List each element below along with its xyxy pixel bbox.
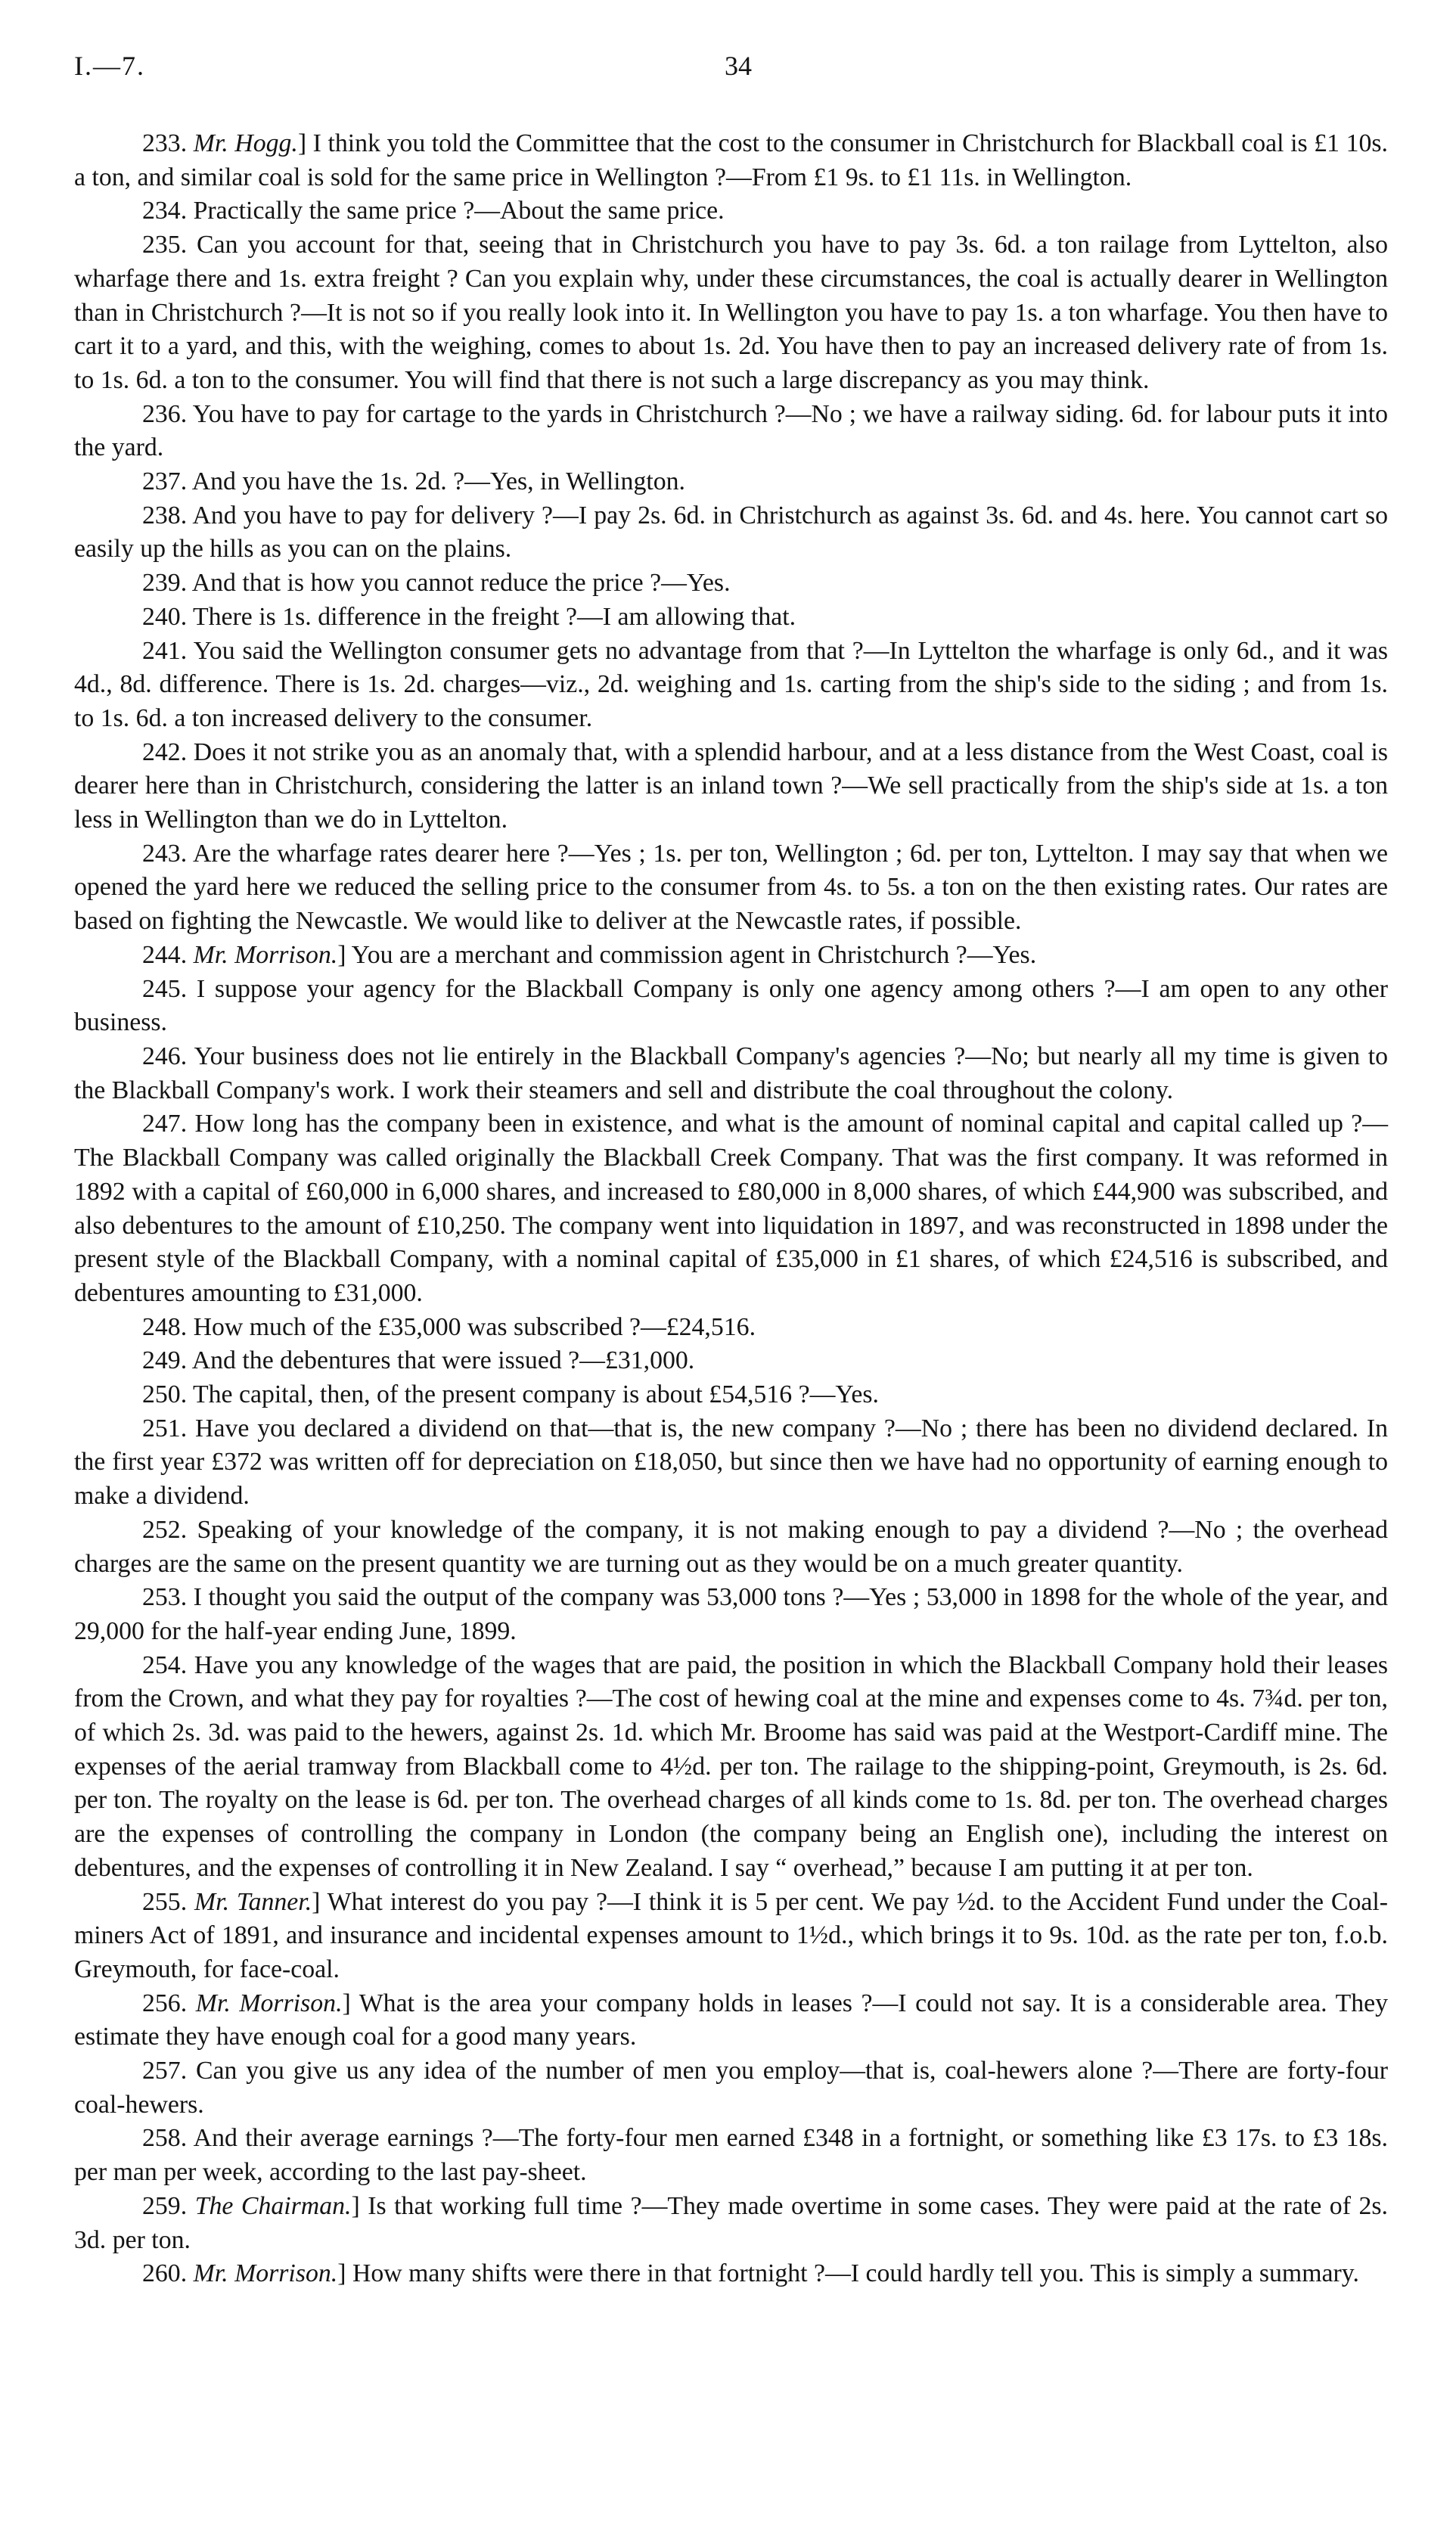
evidence-paragraph: 259. The Chairman.] Is that working full time ?—They made overtime in some cases. They were paid at the rate of 2s. 3d. per ton.: [74, 2191, 1388, 2254]
evidence-paragraph: [74, 499, 1388, 567]
speaker-name: Mr. Hogg.: [193, 129, 298, 157]
question-answer-text: How many shifts were there in that fortnight ?—I could hardly tell you. This is simply a summary.: [352, 2259, 1359, 2288]
evidence-paragraph: [74, 1107, 1388, 1310]
evidence-paragraph: [74, 1581, 1388, 1648]
evidence-paragraph: [74, 228, 1388, 398]
question-answer-text: And the debentures that were issued ?—£31,000.: [191, 1346, 695, 1375]
question-answer-text: Speaking of your knowledge of the company, it is not making enough to pay a dividend ?—No ; the overhead charges are the same on the present quantity we are turning out as they would be on a much greater quantity.: [74, 1515, 1388, 1578]
question-answer-text: And you have the 1s. 2d. ?—Yes, in Wellington.: [191, 467, 685, 496]
question-number: 253.: [142, 1583, 188, 1612]
evidence-paragraph: 255. Mr. Tanner.] What interest do you pay ?—I think it is 5 per cent. We pay ½d. to the Accident Fund under the Coal-miners Act of 1891, and insurance and incidental expenses amount to 1½d., which brings it to 9s. 10d. as the rate per ton, f.o.b. Greymouth, for face-coal.: [74, 1887, 1389, 1983]
question-number: 251.: [142, 1414, 188, 1442]
page-header: [74, 45, 1388, 91]
question-answer-text: Does it not strike you as an anomaly that, with a splendid harbour, and at a less distance from the West Coast, coal is dearer here than in Christchurch, considering the latter is an inland town ?—We sell practically from the ship's side at 1s. a ton less in Wellington than we do in Lyttelton.: [74, 738, 1388, 834]
question-answer-text: Are the wharfage rates dearer here ?—Yes ; 1s. per ton, Wellington ; 6d. per ton, Lyttelton. I may say that when we opened the yard here we reduced the selling price to the consumer from 4s. to 5s. a ton on the then existing rates. Our rates are based on fighting the Newcastle. We would like to deliver at the Newcastle rates, if possible.: [74, 839, 1388, 936]
evidence-paragraph: [74, 736, 1388, 837]
question-answer-text: Is that working full time ?—They made overtime in some cases. They were paid at the rate of 2s. 3d. per ton.: [74, 2191, 1388, 2254]
question-answer-text: Practically the same price ?—About the same price.: [193, 197, 725, 225]
speaker-name: The Chairman.: [194, 2191, 352, 2220]
speaker-name: Mr. Tanner.: [194, 1887, 312, 1916]
question-number: 256.: [142, 1989, 188, 2017]
question-number: 238.: [142, 501, 188, 529]
question-answer-text: I thought you said the output of the company was 53,000 tons ?—Yes ; 53,000 in 1898 for the whole of the year, and 29,000 for the half-year ending June, 1899.: [74, 1583, 1388, 1645]
question-number: 249.: [142, 1346, 188, 1375]
question-number: 246.: [142, 1042, 188, 1070]
question-answer-text: You are a merchant and commission agent in Christchurch ?—Yes.: [351, 940, 1037, 969]
question-number: 243.: [142, 839, 188, 868]
paper-reference: I.—7.: [74, 51, 145, 81]
question-answer-text: The capital, then, of the present company is about £54,516 ?—Yes.: [193, 1380, 880, 1409]
question-number: 260.: [142, 2259, 188, 2288]
evidence-paragraph: [74, 1412, 1388, 1514]
question-answer-text: And you have to pay for delivery ?—I pay 2s. 6d. in Christchurch as against 3s. 6d. and 4s. here. You cannot cart so easily up the hills as you can on the plains.: [74, 501, 1388, 564]
question-number: 242.: [142, 738, 188, 766]
question-answer-text: Can you account for that, seeing that in Christchurch you have to pay 3s. 6d. a ton railage from Lyttelton, also wharfage there and 1s. extra freight ? Can you explain why, under these circumstances, the coal is actually dearer in Wellington than in Christchurch ?—It is not so if you really look into it. In Wellington you have to pay 1s. a ton wharfage. You then have to cart it to a yard, and this, with the weighing, comes to about 1s. 2d. You have then to pay an increased delivery rate of from 1s. to 1s. 6d. a ton to the consumer. You will find that there is not such a large discrepancy as you may think.: [74, 231, 1389, 394]
question-number: 233.: [142, 129, 188, 157]
evidence-paragraph: [74, 2054, 1388, 2122]
evidence-paragraph: [74, 194, 1388, 228]
evidence-paragraph: [74, 1311, 1388, 1345]
question-answer-text: You said the Wellington consumer gets no advantage from that ?—In Lyttelton the wharfage is only 6d., and it was 4d., 8d. difference. There is 1s. 2d. charges—viz., 2d. weighing and 1s. carting from the ship's side to the siding ; and from 1s. to 1s. 6d. a ton increased delivery to the consumer.: [74, 636, 1389, 732]
question-number: 258.: [142, 2124, 188, 2153]
question-number: 239.: [142, 569, 188, 598]
question-answer-text: There is 1s. difference in the freight ?—I am allowing that.: [193, 602, 796, 631]
question-answer-text: I suppose your agency for the Blackball Company is only one agency among others ?—I am open to any other business.: [74, 974, 1388, 1037]
question-number: 259.: [142, 2191, 188, 2220]
evidence-paragraph: [74, 2122, 1388, 2189]
speaker-name: Mr. Morrison.: [193, 2259, 338, 2288]
question-number: 248.: [142, 1312, 188, 1341]
question-number: 257.: [142, 2057, 188, 2085]
question-answer-text: How much of the £35,000 was subscribed ?—£24,516.: [193, 1312, 756, 1341]
evidence-paragraph: [74, 398, 1388, 465]
evidence-paragraph: [74, 1378, 1388, 1412]
question-number: 254.: [142, 1650, 188, 1679]
question-answer-text: And that is how you cannot reduce the price ?—Yes.: [191, 569, 731, 598]
evidence-paragraph: 256. Mr. Morrison.] What is the area your company holds in leases ?—I could not say. It is a considerable area. They estimate they have enough coal for a good many years.: [74, 1989, 1389, 2051]
evidence-paragraph: 260. Mr. Morrison.] How many shifts were there in that fortnight ?—I could hardly tell you. This is simply a summary.: [142, 2259, 1359, 2288]
question-answer-text: Have you any knowledge of the wages that are paid, the position in which the Blackball Company hold their leases from the Crown, and what they pay for royalties ?—The cost of hewing coal at the mine and expenses come to 4s. 7¾d. per ton, of which 2s. 3d. was paid to the hewers, against 2s. 1d. which Mr. Broome has said was paid at the Westport-Cardiff mine. The expenses of the aerial tramway from Blackball come to 4½d. per ton. The railage to the shipping-point, Greymouth, is 2s. 6d. per ton. The royalty on the lease is 6d. per ton. The overhead charges of all kinds come to 1s. 8d. per ton. The overhead charges are the expenses of controlling the company in London (the company being an English one), including the interest on debentures, and the expenses of controlling it in New Zealand. I say “ overhead,” because I am putting it at per ton.: [74, 1650, 1388, 1882]
question-answer-text: Can you give us any idea of the number of men you employ—that is, coal-hewers alone ?—There are forty-four coal-hewers.: [74, 2057, 1388, 2119]
question-number: 241.: [142, 636, 188, 665]
question-answer-text: What interest do you pay ?—I think it is 5 per cent. We pay ½d. to the Accident Fund under the Coal-miners Act of 1891, and insurance and incidental expenses amount to 1½d., which brings it to 9s. 10d. as the rate per ton, f.o.b. Greymouth, for face-coal.: [74, 1887, 1389, 1983]
question-number: 255.: [142, 1887, 188, 1916]
evidence-paragraph: [74, 567, 1388, 601]
evidence-paragraph: 244. Mr. Morrison.] You are a merchant and commission agent in Christchurch ?—Yes.: [142, 940, 1037, 969]
evidence-paragraph: [74, 465, 1388, 499]
question-number: 236.: [142, 399, 188, 428]
question-number: 252.: [142, 1515, 188, 1544]
evidence-paragraph: [74, 1514, 1388, 1581]
evidence-paragraph: [74, 635, 1388, 736]
evidence-body: [74, 127, 1388, 2291]
question-number: 235.: [142, 231, 188, 259]
evidence-paragraph: [74, 973, 1388, 1040]
question-number: 240.: [142, 602, 188, 631]
question-answer-text: What is the area your company holds in leases ?—I could not say. It is a considerable area. They estimate they have enough coal for a good many years.: [74, 1989, 1389, 2051]
evidence-paragraph: [74, 601, 1388, 635]
question-answer-text: Have you declared a dividend on that—that is, the new company ?—No ; there has been no dividend declared. In the first year £372 was written off for depreciation on £18,050, but since then we have had no opportunity of earning enough to make a dividend.: [74, 1414, 1388, 1511]
speaker-name: Mr. Morrison.: [195, 1989, 343, 2017]
question-answer-text: And their average earnings ?—The forty-four men earned £348 in a fortnight, or something like £3 17s. to £3 18s. per man per week, according to the last pay-sheet.: [74, 2124, 1388, 2187]
evidence-paragraph: [74, 1344, 1388, 1378]
speaker-name: Mr. Morrison.: [193, 940, 338, 969]
question-number: 250.: [142, 1380, 188, 1409]
question-answer-text: You have to pay for cartage to the yards in Christchurch ?—No ; we have a railway siding. 6d. for labour puts it into the yard.: [74, 399, 1388, 462]
question-answer-text: Your business does not lie entirely in the Blackball Company's agencies ?—No; but nearly all my time is given to the Blackball Company's work. I work their steamers and sell and distribute the coal throughout the colony.: [74, 1042, 1389, 1104]
question-number: 247.: [142, 1110, 188, 1138]
question-answer-text: I think you told the Committee that the cost to the consumer in Christchurch for Blackball coal is £1 10s. a ton, and similar coal is sold for the same price in Wellington ?—From £1 9s. to £1 11s. in Wellington.: [74, 129, 1388, 191]
question-number: 237.: [142, 467, 188, 496]
evidence-paragraph: [74, 837, 1388, 939]
question-number: 234.: [142, 197, 188, 225]
question-answer-text: How long has the company been in existence, and what is the amount of nominal capital and capital called up ?—The Blackball Company was called originally the Blackball Creek Company. That was the first company. It was reformed in 1892 with a capital of £60,000 in 6,000 shares, and increased to £80,000 in 8,000 shares, of which £44,900 was subscribed, and also debentures to the amount of £10,250. The company went into liquidation in 1897, and was reconstructed in 1898 under the present style of the Blackball Company, with a nominal capital of £35,000 in £1 shares, of which £24,516 is subscribed, and debentures amounting to £31,000.: [74, 1110, 1388, 1307]
evidence-paragraph: 233. Mr. Hogg.] I think you told the Committee that the cost to the consumer in Christchurch for Blackball coal is £1 10s. a ton, and similar coal is sold for the same price in Wellington ?—From £1 9s. to £1 11s. in Wellington.: [74, 129, 1388, 191]
page-number: 34: [725, 51, 752, 81]
evidence-paragraph: [74, 1040, 1388, 1107]
question-number: 245.: [142, 974, 188, 1003]
question-number: 244.: [142, 940, 188, 969]
evidence-paragraph: [74, 1649, 1388, 1886]
